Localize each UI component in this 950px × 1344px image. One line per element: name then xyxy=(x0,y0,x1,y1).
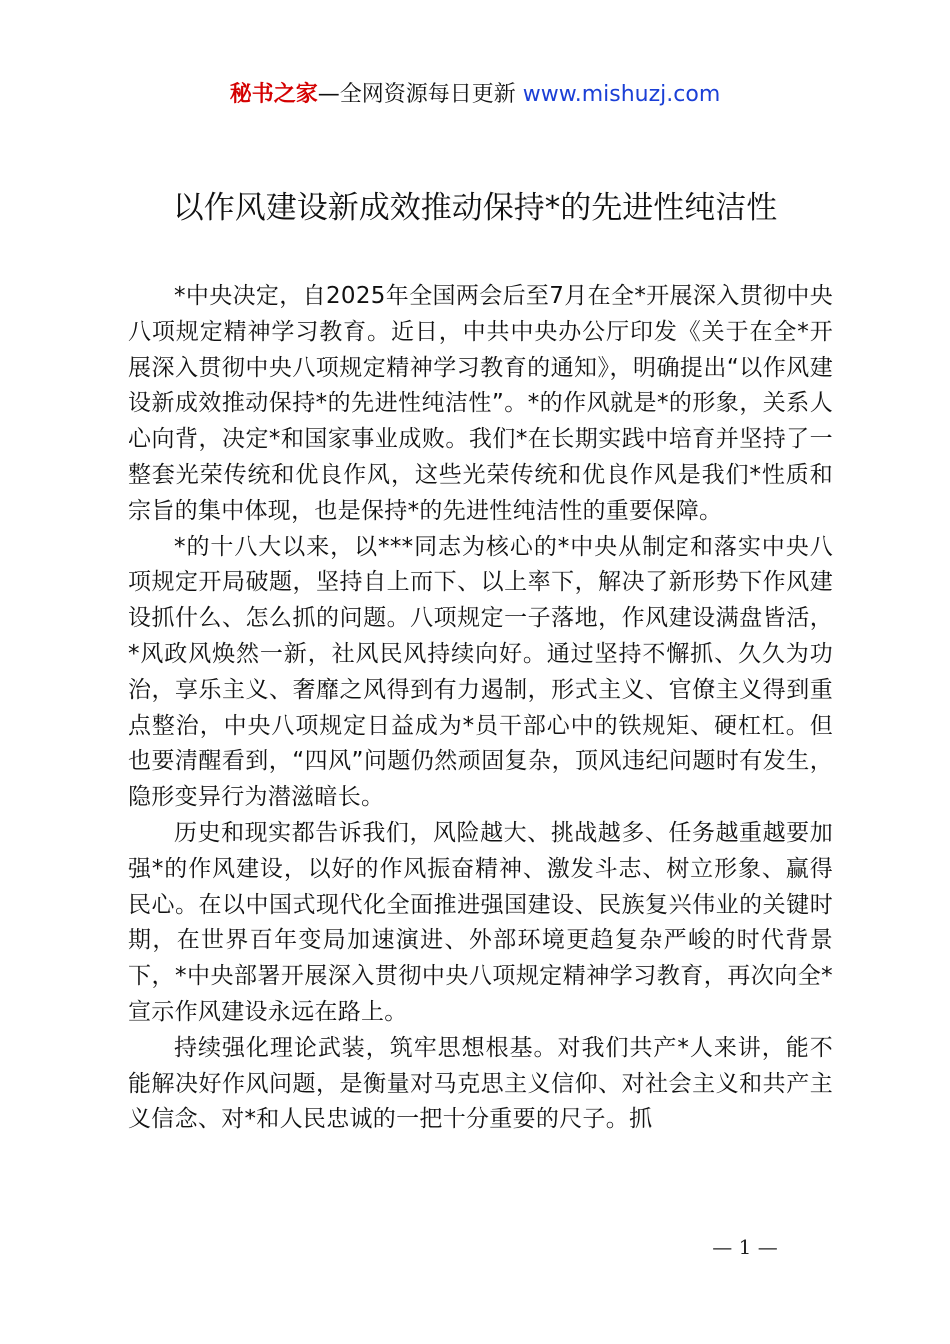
site-header xyxy=(0,78,950,112)
document-title: 以作风建设新成效推动保持*的先进性纯洁性 xyxy=(172,190,778,226)
document-body xyxy=(128,279,833,1138)
paragraph-4: 持续强化理论武装，筑牢思想根基。对我们共产*人来讲，能不能解决好作风问题，是衡量对马克思主义信仰、对社会主义和共产主义信念、对*和人民忠诚的一把十分重要的尺子。抓 xyxy=(128,1034,833,1133)
paragraph-1: *中央决定，自2025年全国两会后至7月在全*开展深入贯彻中央八项规定精神学习教育。近日，中共中央办公厅印发《关于在全*开展深入贯彻中央八项规定精神学习教育的通知》，明确提出“以作风建设新成效推动保持*的先进性纯洁性”。*的作风就是*的形象，关系人心向背，决定*和国家事业成败。我们*在长期实践中培育并坚持了一整套光荣传统和优良作风，这些光荣传统和优良作风是我们*性质和宗旨的集中体现，也是保持*的先进性纯洁性的重要保障。 xyxy=(128,283,833,524)
paragraph-2: *的十八大以来，以***同志为核心的*中央从制定和落实中央八项规定开局破题，坚持自上而下、以上率下，解决了新形势下作风建设抓什么、怎么抓的问题。八项规定一子落地，作风建设满盘皆活，*风政风焕然一新，社风民风持续向好。通过坚持不懈抓、久久为功治，享乐主义、奢靡之风得到有力遏制，形式主义、官僚主义得到重点整治，中央八项规定日益成为*员干部心中的铁规矩、硬杠杠。但也要清醒看到，“四风”问题仍然顽固复杂，顶风违纪问题时有发生，隐形变异行为潜滋暗长。 xyxy=(128,533,833,811)
page-number: — 1 — xyxy=(712,1235,778,1259)
site-name: 秘书之家 xyxy=(229,82,318,107)
site-tagline: —全网资源每日更新 xyxy=(317,82,523,107)
paragraph-3: 历史和现实都告诉我们，风险越大、挑战越多、任务越重越要加强*的作风建设，以好的作风振奋精神、激发斗志、树立形象、赢得民心。在以中国式现代化全面推进强国建设、民族复兴伟业的关键时期，在世界百年变局加速演进、外部环境更趋复杂严峻的时代背景下，*中央部署开展深入贯彻中央八项规定精神学习教育，再次向全*宣示作风建设永远在路上。 xyxy=(128,819,833,1025)
site-url-link[interactable]: www.mishuzj.com xyxy=(522,82,721,107)
